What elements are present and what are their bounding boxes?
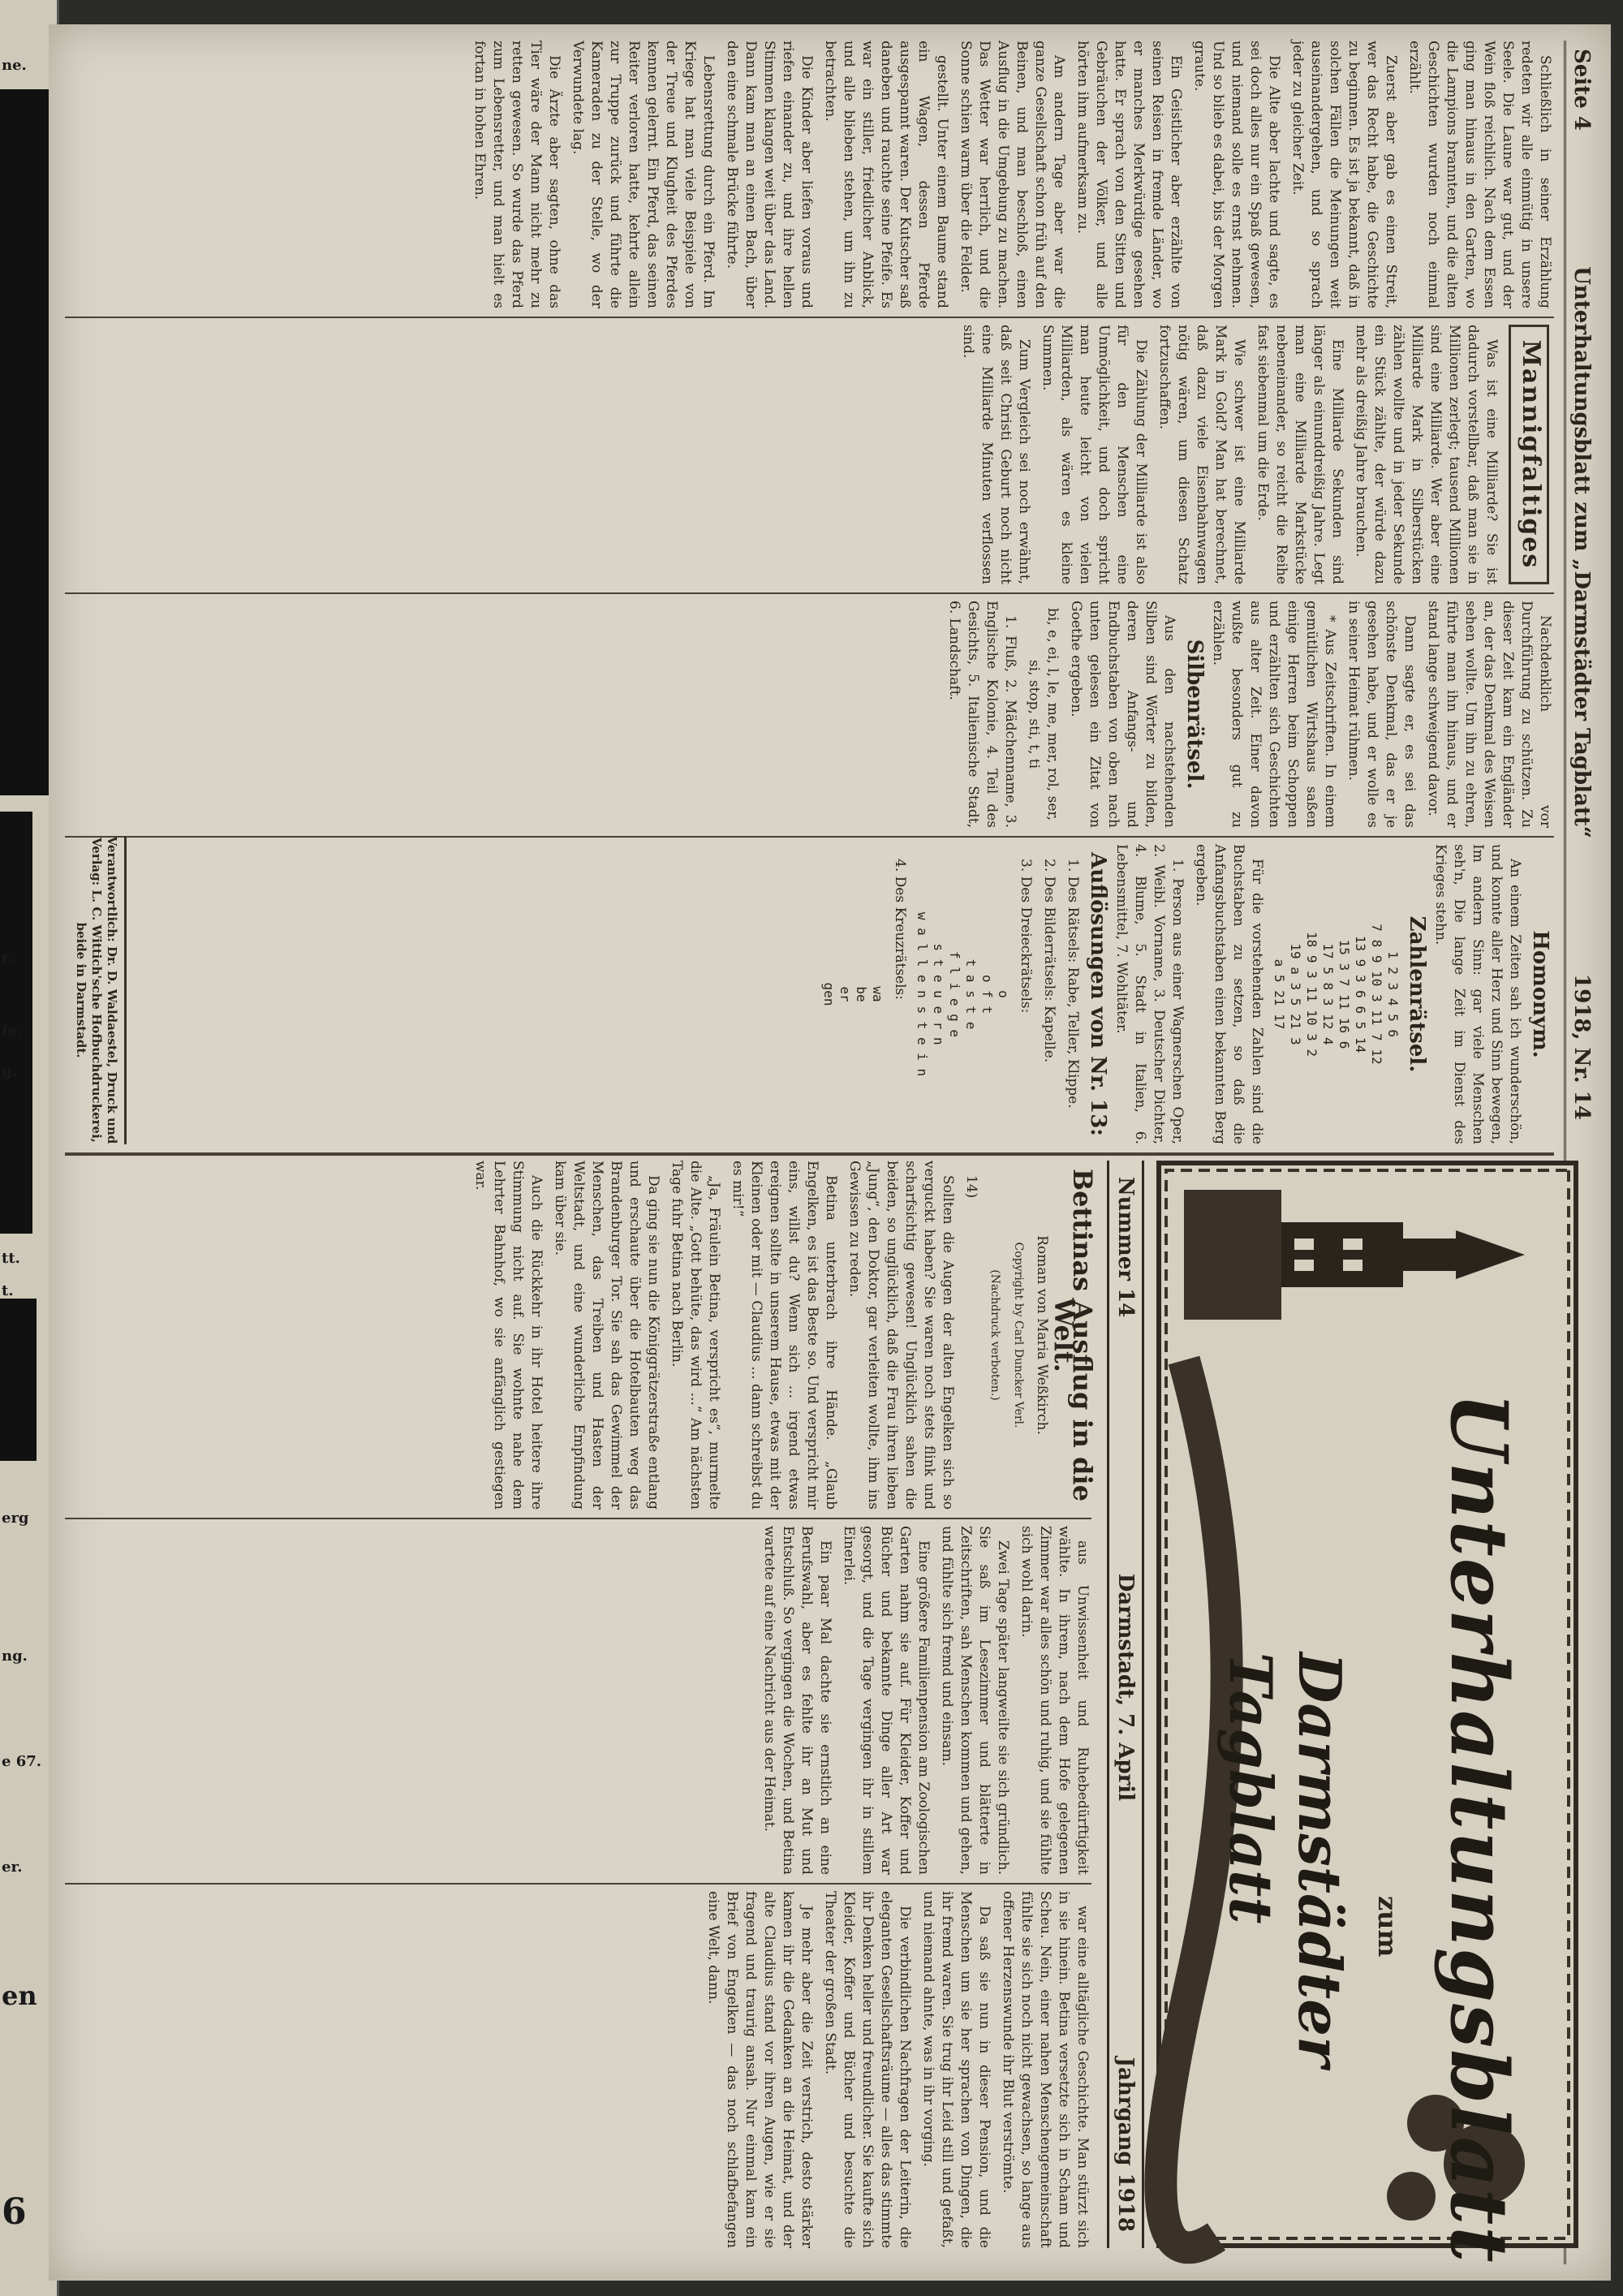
- column-paragraph: Eine Milliarde Sekunden sind länger als einunddreißig Jahre. Legt man eine Milliarde Markstücke nebeneinander, so reicht die Reihe fast siebenmal um die Erde.: [1255, 325, 1345, 584]
- answers-heading: Auflösungen von Nr. 13:: [1086, 852, 1110, 1136]
- column-paragraph: Was ist eine Milliarde? Sie ist dadurch vorstellbar, daß man sie in Millionen zerlegt; tausend Millionen sind eine Milliarde. Wer aber eine Milliarde Mark in Silberstücken zählen wollte und in jeder Sekunde ein Stück zählte, der würde dazu mehr als dreißig Jahre brauchen.: [1353, 325, 1500, 584]
- story-title: Bettinas Ausflug in die Welt.: [1048, 1169, 1098, 1501]
- story-note: (Nachdruck verboten.): [988, 1269, 1001, 1401]
- story-column-1: [65, 1161, 1098, 1510]
- number-row: 13 9 3 6 6 5 14: [1353, 935, 1368, 1053]
- column-paragraph: Zum Vergleich sei noch erwähnt, daß seit Christi Geburt noch nicht eine Milliarde Minuten verflossen sind.: [960, 325, 1032, 584]
- cross-cell: gen: [821, 982, 837, 1006]
- column-paragraph: Am andern Tage aber war die ganze Gesellschaft schon früh auf den Beinen, und man beschloß, einen Ausflug in die Umgebung zu machen. Das Wetter war herrlich, und die Sonne schien warm über die Felder.: [958, 41, 1067, 308]
- story-paragraph: Ein paar Mal dachte sie ernstlich an eine Berufswahl, aber es fehlte ihr an Mut und Entschluß. So vergingen die Wochen, und Betina wartete auf eine Nachricht aus der Heimat.: [761, 1526, 833, 1875]
- edge-fragment: en: [2, 1980, 37, 2011]
- story-paragraph: Betina unterbrach ihre Hände. „Glaub Engelken, es ist das Beste so. Und verspricht mir eins, willst du? Wenn sich ... irgend etwas ereignen sollte in unserem Hause, etwas mit der Kleinen oder mit — Claudius ... dann schreibst du es mir!“: [730, 1161, 839, 1510]
- imprint: Verantwortlich: Dr. D. Waldaestel, Druck und Verlag: L. C. Wittich'sche Hofbuchdruckerei, beide in Darmstadt.: [73, 836, 127, 1144]
- section-heading: Mannigfaltiges: [1517, 339, 1545, 570]
- number-row: 15 3 7 11 16 6: [1337, 939, 1352, 1049]
- column-paragraph: gestellt. Unter einem Baume stand ein Wagen, dessen Pferde ausgespannt waren. Der Kutscher saß daneben und rauchte seine Pfeife. Es war ein stiller, friedlicher Anblick, und alle blieben stehen, um ihn zu betrachten.: [822, 41, 950, 308]
- story-copyright: Copyright by Carl Duncker Verl.: [1012, 1242, 1025, 1428]
- column-mid: [65, 325, 1554, 584]
- column-left: [65, 41, 1554, 308]
- answer-line: 2. Des Bilderrätsels: Kapelle.: [1041, 859, 1057, 1063]
- story-paragraph: „Ja, Fräulein Betina, verspricht es“, murmelte die Alte. „Gott behüte, das wird ...“ Am nächsten Tage fuhr Betina nach Berlin.: [669, 1161, 722, 1510]
- issue-label: 1918, Nr. 14: [1569, 974, 1594, 1120]
- cross-cell: er: [837, 986, 853, 1002]
- puzzle-heading: Homonym.: [1528, 930, 1552, 1058]
- column-paragraph: * Aus Zeitschriften. In einem gemütlichen Wirtshaus saßen einige Herren beim Schoppen und erzählten sich Geschichten aus alter Zeit. Einer davon wußte besonders gut zu erzählen.: [1210, 601, 1338, 828]
- edge-fragment: erg: [2, 1510, 29, 1527]
- column-divider: [65, 836, 1554, 838]
- edge-fragment: r.: [2, 950, 14, 967]
- rotated-page-content: [49, 24, 1611, 2281]
- puzzle-items: 1. Person aus einer Wagnerschen Oper, 2. Weibl. Vorname, 3. Deutscher Dichter, 4. Blume, 5. Stadt in Italien, 6. Lebensmittel, 7. Wohltäter.: [1113, 844, 1186, 1144]
- answer-line: 4. Des Kreuzrätsels:: [892, 859, 908, 1001]
- cross-cell: wa: [870, 986, 885, 1002]
- column-divider: [65, 1518, 1091, 1519]
- column-mid-b: [65, 601, 1554, 828]
- section-heading-box: [1509, 325, 1549, 584]
- edge-fragment: 6: [2, 2191, 27, 2233]
- triangle-row: f l i e g e: [947, 951, 962, 1037]
- number-row: 17 5 8 3 12 4: [1320, 943, 1336, 1045]
- number-row: 19 a 3 5 21 3: [1288, 943, 1303, 1045]
- column-paragraph: Nachdenklich vor Durchführung zu schützen. Zu dieser Zeit kam ein Engländer an, der das Denkmal des Weisen sehen wollte. Um ihn zu ehren, führte man ihn hinaus, und er stand lange schweigend davor.: [1425, 601, 1553, 828]
- puzzle-heading: Silbenrätsel.: [1182, 639, 1207, 790]
- story-paragraph: Auch die Rückkehr in ihr Hotel heitere ihre Stimmung nicht auf. Sie wohnte nahe dem Lehrter Bahnhof, wo sie anfänglich gestiegen war.: [472, 1161, 545, 1510]
- puzzle-text: Aus den nachstehenden Silben sind Wörter zu bilden, deren Anfangs- und Endbuchstaben von oben nach unten gelesen ein Zitat von Goethe ergeben.: [1068, 601, 1177, 828]
- triangle-row: o: [996, 990, 1011, 998]
- masthead-title: Unterhaltungsblatt: [1433, 1393, 1525, 2264]
- edge-fragment: ne.: [2, 57, 27, 74]
- story-column-3: [65, 1891, 1091, 2248]
- column-paragraph: Schließlich in seiner Erzählung redeten wir alle einmütig in unsere Seele. Die Laune war gut, und der Wein floß reichlich. Nach dem Essen ging man hinaus in den Garten, wo die Lampions brannten, und die alten Geschichten wurden noch einmal erzählt.: [1406, 41, 1553, 308]
- story-author: Roman von Maria Weßkirch.: [1034, 1235, 1050, 1435]
- number-row: a 5 21 17: [1272, 958, 1287, 1030]
- edge-fragment: ng.: [2, 1648, 28, 1665]
- column-paragraph: Die Zählung der Milliarde ist also für den Menschen eine Unmöglichkeit, und doch spricht man heute leicht von vielen Milliarden, als wären es kleine Summen.: [1040, 325, 1149, 584]
- story-paragraph: Je mehr aber die Zeit verstrich, desto stärker kamen ihr die Gedanken an die Heimat, und der alte Claudius stand vor ihren Augen, wie er sie fragend und traurig ansah. Nur einmal kam ein Brief von Engelken — das noch schlafbefangen eine Welt, dann.: [705, 1891, 815, 2248]
- answer-line: 3. Des Dreieckrätsels:: [1018, 859, 1034, 1014]
- column-divider: [65, 317, 1554, 318]
- story-chapter: 14): [963, 1175, 979, 1199]
- triangle-row: t a s t e: [963, 958, 979, 1030]
- story-paragraph: Zwei Tage später langweilte sie sich gründlich. Sie saß im Lesezimmer und blätterte in Zeitschriften, sah Menschen kommen und gehen, und fühlte sich fremd und einsam.: [939, 1526, 1011, 1875]
- issue-year: Jahrgang 1918: [1113, 2057, 1138, 2232]
- cross-solution: [820, 844, 885, 1144]
- column-paragraph: Zuerst aber gab es einen Streit, wer das Recht habe, die Geschichte zu beginnen. Es ist ja bekannt, daß in solchen Fällen die Meinungen weit auseinandergehen, und so sprach jeder zu gleicher Zeit.: [1289, 41, 1399, 308]
- number-grid: [1271, 844, 1401, 1144]
- masthead-zum: zum: [1372, 1896, 1403, 1958]
- column-puzzles: [170, 844, 1554, 1144]
- column-paragraph: Lebensrettung durch ein Pferd. Im Kriege hat man viele Beispiele von der Treue und Klugheit des Pferdes kennen gelernt. Ein Pferd, das seinen Reiter verloren hatte, kehrte allein zur Truppe zurück und führte die Kameraden zu der Stelle, wo der Verwundete lag.: [570, 41, 717, 308]
- puzzle-items: 1. Fluß, 2. Mädchenname, 3. Englische Kolonie, 4. Teil des Gesichts, 5. Italienische Stadt, 6. Landschaft.: [946, 601, 1018, 828]
- story-column-2: [65, 1526, 1091, 1875]
- column-divider: [65, 592, 1554, 594]
- edge-fragment: fe,: [2, 1023, 23, 1040]
- answer-line: 1. Des Rätsels: Rabe, Teller, Klippe.: [1065, 859, 1081, 1109]
- column-paragraph: Dann sagte er, es sei das schönste Denkmal, das er je gesehen habe, und er wolle es in seiner Heimat rühmen.: [1345, 601, 1418, 828]
- number-row: 18 9 3 11 10 3 2: [1304, 931, 1319, 1058]
- edge-fragment: tt.: [2, 1250, 20, 1267]
- masthead: [1156, 1161, 1578, 2264]
- issue-date: Darmstadt, 7. April: [1113, 1573, 1138, 1802]
- edge-fragment: t.: [2, 1282, 14, 1299]
- story-paragraph: Sollten die Augen der alten Engelken sich so verguckt haben? Sie waren noch stets flink und scharfsichtig gewesen! Unglücklich sahen die beiden, so unglücklich, daß die Frau ihren lieben „Jung“, den Doktor, gar verleiten wollte, ihm ins Gewissen zu reden.: [846, 1161, 956, 1510]
- puzzle-syllables: bi, e, ei, l, le, me, mer, rol, ser, si, stop, sti, t, ti: [1026, 607, 1061, 821]
- story-paragraph: Eine größere Familienpension am Zoologischen Garten nahm sie auf. Für Kleider, Koffer und Bücher und bekannte Dinge aller Art war gesorgt, und die Tage vergingen ihr in stillem Einerlei.: [841, 1526, 932, 1875]
- edge-fragments: [2, 0, 50, 2296]
- cross-cell: be: [854, 986, 869, 1002]
- story-paragraph: war eine alltägliche Geschichte. Man stürzt sich in sie hinein. Betina versetzte sich in Scham und Scheu. Nein, einer nahen Menschengemeinschaft fühlte sie sich noch nicht gewachsen, so lange aus offener Herzenswunde ihr Blut verströmte.: [1000, 1891, 1091, 2248]
- column-paragraph: Die Kinder aber liefen voraus und riefen einander zu, und ihre hellen Stimmen klangen weit über das Land. Dann kam man an einen Bach, über den eine schmale Brücke führte.: [724, 41, 815, 308]
- story-paragraph: Da ging sie nun die Königgrätzerstraße entlang und erschaute über die Hotelbauten weg das Brandenburger Tor. Sie sah das Gewimmel der Menschen, das Treiben und Hasten der Weltstadt, und eine wunderliche Empfindung kam über sie.: [552, 1161, 661, 1510]
- page-number: Seite 4: [1569, 49, 1594, 131]
- edge-fragment: e 67.: [2, 1753, 42, 1770]
- story-paragraph: Da saß sie nun in dieser Pension, und die Menschen um sie her sprachen von Dingen, die ihr fremd waren. Sie trug ihr Leid still und gefaßt, und niemand ahnte, was in ihr vorging.: [920, 1891, 992, 2248]
- column-paragraph: Ein Geistlicher aber erzählte von seinen Reisen in fremde Länder, wo er manches Merkwürdige gesehen hatte. Er sprach von den Sitten und Gebräuchen der Völker, und alle hörten ihm aufmerksam zu.: [1074, 41, 1184, 308]
- number-row: 1 2 3 4 5 6: [1385, 951, 1401, 1037]
- column-divider: [65, 1883, 1091, 1885]
- column-divider: [65, 1152, 1554, 1156]
- issue-number: Nummer 14: [1113, 1177, 1138, 1318]
- issue-date-bar: [1107, 1161, 1144, 2248]
- puzzle-text: An einem Zeiten sah ich wunderschön, und konnte aller Herz und Sinn bewegen, Im andern Sinn: gar viele Menschen seh'n, Die lange Zeit im Dienst des Krieges stehn.: [1432, 844, 1523, 1144]
- story-paragraph: Die verbindlichen Nachfragen der Leiterin, die eleganten Gesellschaftsräume — alles das stimmte ihr Denken heller und freundlicher. Sie kaufte sich Kleider, Koffer und Bücher und besuchte die Theater der großen Stadt.: [822, 1891, 913, 2248]
- puzzle-text: Für die vorstehenden Zahlen sind die Buchstaben zu setzen, so daß die Anfangsbuchstaben einen bekannten Berg ergeben.: [1193, 844, 1265, 1144]
- masthead-subtitle: Darmstädter Tagblatt: [1216, 1652, 1354, 2067]
- column-paragraph: Die Alte aber lachte und sagte, es sei doch alles nur ein Spaß gewesen, und niemand solle es ernst nehmen. Und so blieb es dabei, bis der Morgen graute.: [1191, 41, 1282, 308]
- triangle-row: w a l l e n s t e i n: [915, 911, 930, 1077]
- number-row: 7 8 9 10 3 11 7 12: [1369, 924, 1384, 1065]
- triangle-solution: [914, 844, 1011, 1144]
- triangle-row: s t e u e r n: [931, 943, 946, 1045]
- edge-fragment: er.: [2, 1859, 23, 1876]
- edge-fragment: g.: [2, 1063, 17, 1080]
- story-paragraph: aus Unwissenheit und Ruhebedürftigkeit wählte. In ihrem, nach dem Hofe gelegenen Zimmer war alles schön und ruhig, und sie fühlte sich wohl darin.: [1018, 1526, 1091, 1875]
- column-paragraph: Wie schwer ist eine Milliarde Mark in Gold? Man hat berechnet, daß dazu viele Eisenbahnwagen nötig wären, um diesen Schatz fortzuschaffen.: [1156, 325, 1247, 584]
- column-paragraph: Die Ärzte aber sagten, ohne das Tier wäre der Mann nicht mehr zu retten gewesen. So wurde das Pferd zum Lebensretter, und man hielt es fortan in hohen Ehren.: [471, 41, 562, 308]
- supplement-title: Unterhaltungsblatt zum „Darmstädter Tagblatt“: [1569, 266, 1594, 838]
- puzzle-heading: Zahlenrätsel.: [1405, 915, 1429, 1073]
- triangle-row: o f t: [979, 974, 995, 1014]
